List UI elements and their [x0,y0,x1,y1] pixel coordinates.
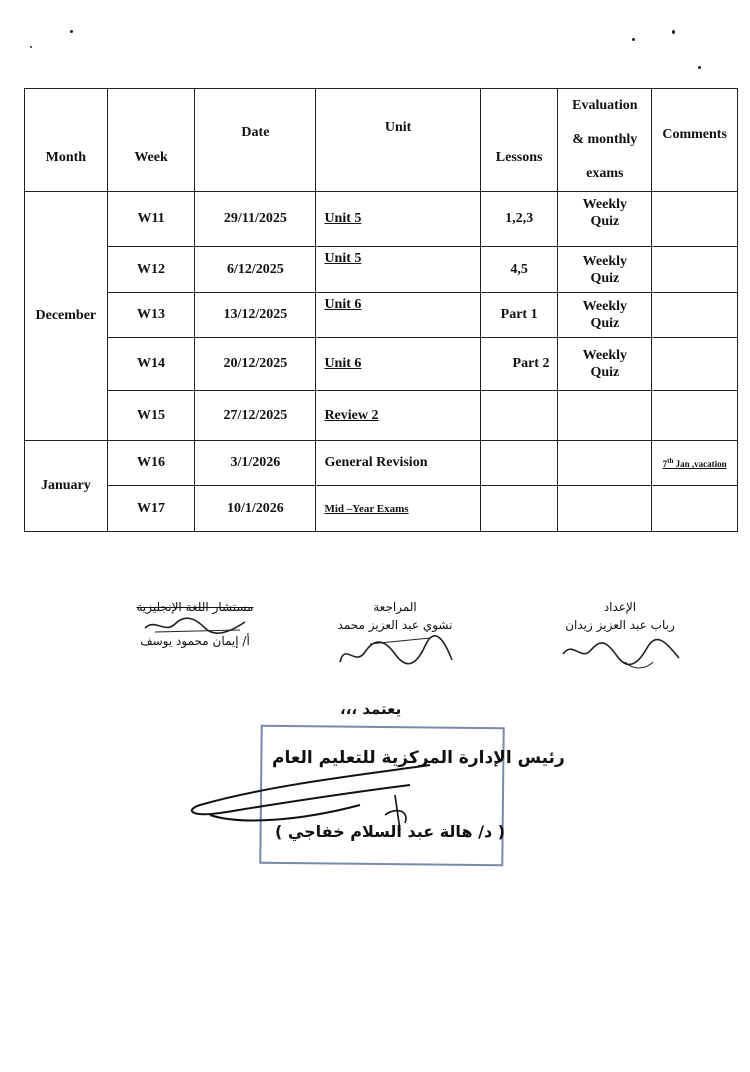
header-row [25,89,738,192]
schedule-table [24,88,738,532]
header-month: Month [25,89,108,192]
unit-cell: Unit 5 [316,192,480,247]
lessons-cell: 1,2,3 [480,192,558,247]
header-unit: Unit [316,89,480,192]
lessons-cell [480,441,558,486]
signature-title: مستشار اللغة الإنجليزية [136,600,254,614]
scan-speck [632,38,635,41]
date-cell: 3/1/2026 [195,441,316,486]
approval-heading: يعتمد ،،، [340,700,402,718]
table-row [25,391,738,441]
comments-cell [652,391,738,441]
evaluation-cell: Weekly Quiz [558,293,652,338]
handwritten-signature [135,614,255,636]
comments-cell: 7th Jan ,vacation [652,441,738,486]
date-cell: 29/11/2025 [195,192,316,247]
lessons-cell: 4,5 [480,247,558,293]
month-cell: January [25,441,108,532]
date-cell: 6/12/2025 [195,247,316,293]
comments-cell [652,192,738,247]
comments-cell [652,293,738,338]
month-cell: December [25,192,108,441]
week-cell: W15 [107,391,195,441]
lessons-cell [480,486,558,532]
evaluation-cell [558,391,652,441]
evaluation-cell: Weekly Quiz [558,192,652,247]
evaluation-cell [558,441,652,486]
handwritten-signature [330,632,460,672]
week-cell: W16 [107,441,195,486]
approval-name: ( د/ هالة عبد السلام خفاجي ) [275,822,506,841]
comments-cell [652,338,738,391]
comments-cell [652,486,738,532]
date-cell: 10/1/2026 [195,486,316,532]
unit-cell: Unit 6 [316,338,480,391]
week-cell: W13 [107,293,195,338]
signature-reviewer [320,600,470,672]
week-cell: W12 [107,247,195,293]
week-cell: W17 [107,486,195,532]
approval-title: رئيس الإدارة المركزية للتعليم العام [272,748,565,768]
signature-name: رباب عبد العزيز زيدان [565,618,675,632]
header-evaluation: Evaluation & monthly exams [558,89,652,192]
table-row [25,441,738,486]
unit-cell: Mid –Year Exams [316,486,480,532]
week-cell: W14 [107,338,195,391]
date-cell: 13/12/2025 [195,293,316,338]
scan-speck [70,30,73,33]
unit-cell: Review 2 [316,391,480,441]
date-cell: 20/12/2025 [195,338,316,391]
date-cell: 27/12/2025 [195,391,316,441]
signature-preparer [545,600,695,672]
table-row [25,338,738,391]
table-row [25,293,738,338]
header-date: Date [195,89,316,192]
comments-cell [652,247,738,293]
scan-speck [672,30,675,34]
table-row [25,247,738,293]
scan-speck [698,66,701,69]
lessons-cell [480,391,558,441]
lessons-cell: Part 1 [480,293,558,338]
evaluation-cell [558,486,652,532]
signature-english-advisor [120,600,270,648]
lessons-cell: Part 2 [480,338,558,391]
table-row [25,192,738,247]
signature-name: أ/ إيمان محمود يوسف [140,634,250,648]
week-cell: W11 [107,192,195,247]
evaluation-cell: Weekly Quiz [558,247,652,293]
header-lessons: Lessons [480,89,558,192]
unit-cell: General Revision [316,441,480,486]
header-comments: Comments [652,89,738,192]
signature-title: الإعداد [603,600,637,614]
table-row [25,486,738,532]
unit-cell: Unit 5 [316,247,480,293]
evaluation-cell: Weekly Quiz [558,338,652,391]
signature-name: نشوي عبد العزيز محمد [337,618,453,632]
unit-cell: Unit 6 [316,293,480,338]
scan-speck [30,46,32,48]
header-week: Week [107,89,195,192]
signature-title: المراجعة [373,600,417,614]
handwritten-signature [555,632,685,672]
